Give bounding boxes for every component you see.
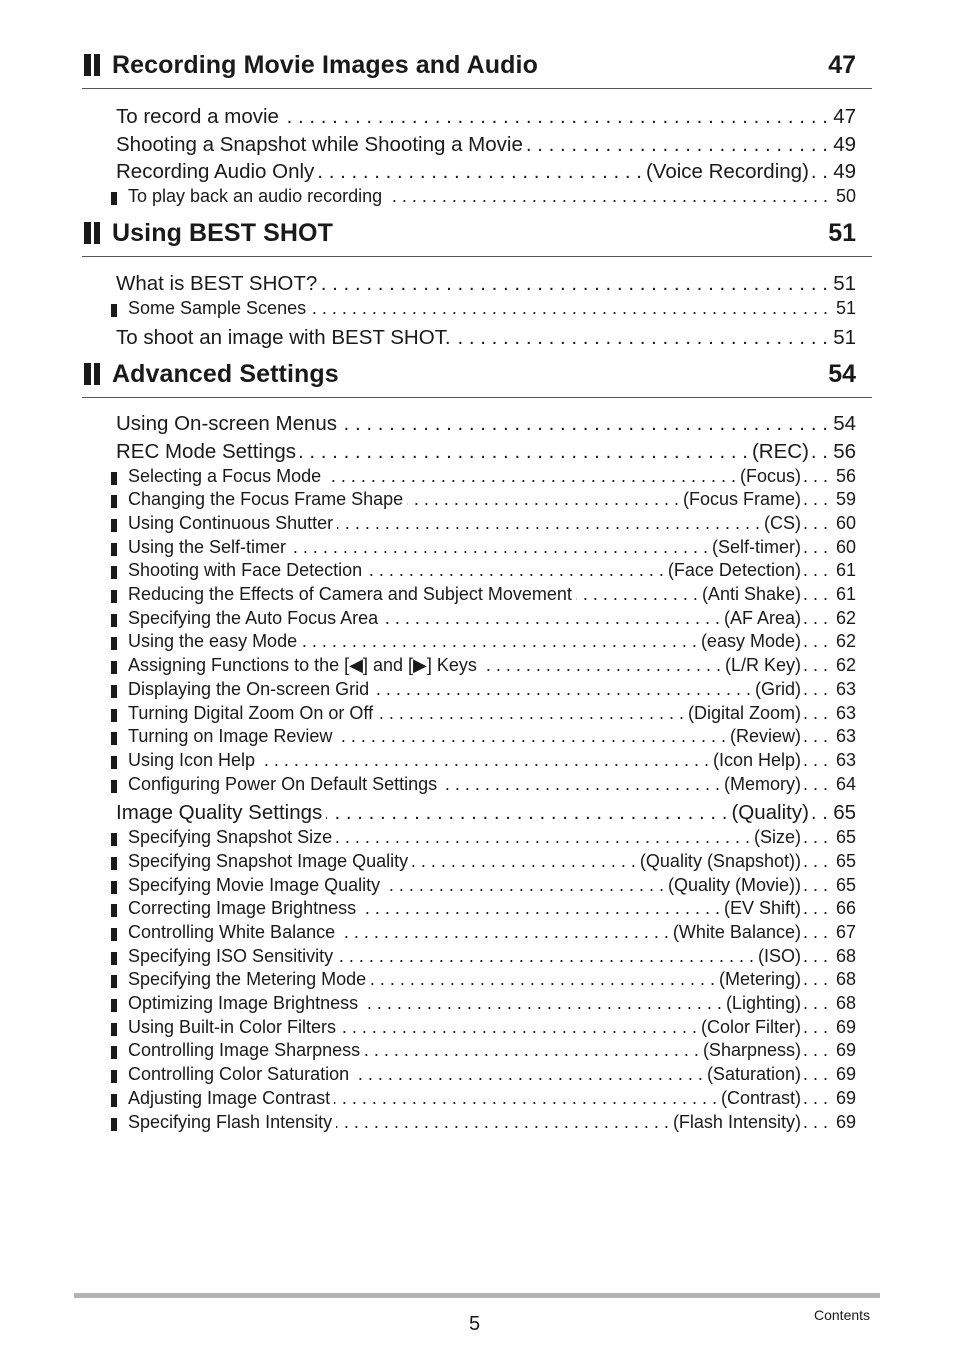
toc-subentry[interactable] [128, 922, 856, 945]
toc-subentry[interactable] [128, 1064, 856, 1087]
toc-subentry[interactable] [128, 466, 856, 489]
dot-leader-end: . . . [802, 945, 828, 966]
bullet-icon [111, 1070, 117, 1083]
entry-label: To shoot an image with BEST SHOT. [116, 325, 451, 349]
dot-leader-end: . . . [802, 655, 828, 676]
entry-tag: (Self-timer) [711, 536, 801, 557]
dot-leader-end: . . . [802, 850, 828, 871]
footer-contents-label: Contents [814, 1307, 871, 1323]
bullet-icon [111, 881, 117, 894]
dot-leader [377, 703, 684, 724]
entry-page-number: 69 [835, 1064, 856, 1085]
entry-tag: (Review) [729, 726, 801, 747]
footer-divider [74, 1293, 880, 1298]
dot-leader [290, 537, 708, 558]
entry-page-number: 63 [835, 749, 856, 770]
toc-subentry[interactable] [128, 726, 856, 749]
dot-leader-end: . . [810, 132, 828, 156]
bullet-icon [111, 192, 117, 205]
entry-label: Using Built-in Color Filters [128, 1016, 337, 1037]
entry-page-number: 60 [835, 512, 856, 533]
dot-leader [527, 133, 805, 157]
entry-tag: (ISO) [757, 945, 801, 966]
entry-tag: (Focus Frame) [682, 489, 801, 510]
entry-tag: (Color Filter) [700, 1016, 801, 1037]
dot-leader-end: . . . [802, 536, 828, 557]
dot-leader-end: . . . [802, 298, 828, 318]
dot-leader [259, 750, 709, 771]
dot-leader [412, 851, 636, 872]
toc-section-recording-movie [82, 51, 872, 206]
section-header [82, 51, 872, 89]
entry-page-number: 61 [835, 584, 856, 604]
dot-leader [366, 560, 664, 581]
entry-page-number: 64 [835, 773, 856, 794]
toc-subentry[interactable] [128, 298, 856, 321]
toc-entry[interactable] [116, 105, 856, 131]
entry-label: Specifying Flash Intensity [128, 1111, 333, 1132]
dot-leader-end: . . . [802, 969, 828, 990]
entry-page-number: 65 [835, 874, 856, 895]
entry-page-number: 62 [835, 631, 856, 652]
dot-leader-end: . . . [802, 1016, 828, 1037]
entry-label: Recording Audio Only [116, 160, 315, 183]
dot-leader-end: . . [810, 105, 828, 128]
toc-subentry[interactable] [128, 827, 856, 850]
section-page-number[interactable]: 54 [828, 360, 856, 388]
toc-subentry[interactable] [128, 1112, 856, 1135]
bullet-icon [111, 975, 117, 988]
entry-tag: (Quality) [731, 801, 809, 825]
entry-label: Some Sample Scenes [128, 298, 307, 318]
entry-tag: (Voice Recording) [645, 160, 809, 183]
entry-page-number: 65 [835, 827, 856, 848]
entry-label: Changing the Focus Frame Shape [128, 489, 404, 510]
entry-page-number: 51 [833, 325, 856, 349]
bullet-icon [111, 833, 117, 846]
entry-label: Controlling Color Saturation [128, 1064, 350, 1085]
dot-leader [455, 326, 805, 350]
entry-page-number: 62 [835, 607, 856, 628]
entry-label: Assigning Functions to the [◀] and [▶] Keys [128, 655, 477, 676]
dot-leader [339, 922, 669, 943]
entry-label: Controlling Image Sharpness [128, 1040, 361, 1061]
dot-leader-end: . . . [802, 465, 828, 486]
entry-label: Using the Self-timer [128, 536, 287, 557]
entry-label: Using On-screen Menus [116, 412, 338, 435]
dot-leader [334, 1088, 717, 1109]
entry-tag: (Saturation) [706, 1064, 801, 1085]
dot-leader-end: . . . [802, 512, 828, 533]
dot-leader [337, 946, 754, 967]
dot-leader-end: . . . [802, 1111, 828, 1132]
bullet-icon [111, 566, 117, 579]
entry-label: Turning Digital Zoom On or Off [128, 702, 374, 723]
bullet-icon [111, 904, 117, 917]
dot-leader [300, 440, 748, 464]
toc-subentry[interactable] [128, 875, 856, 898]
bullet-icon [111, 857, 117, 870]
entry-page-number: 60 [835, 536, 856, 557]
dot-leader [340, 1017, 697, 1038]
entry-label: Specifying Snapshot Size [128, 827, 333, 848]
entry-tag: (Sharpness) [702, 1040, 801, 1061]
dot-leader-end: . . . [802, 726, 828, 747]
bullet-icon [111, 519, 117, 532]
bullet-icon [111, 661, 117, 674]
entry-tag: (Face Detection) [667, 560, 801, 581]
dot-leader-end: . . . [802, 1087, 828, 1108]
dot-leader [318, 160, 642, 184]
entry-label: Specifying Movie Image Quality [128, 874, 381, 895]
entry-label: Specifying Snapshot Image Quality [128, 850, 409, 871]
dot-leader [576, 584, 698, 605]
dot-leader [384, 875, 664, 896]
toc-subentry[interactable] [128, 898, 856, 921]
entry-label: Controlling White Balance [128, 921, 336, 942]
dot-leader-end: . . [810, 160, 828, 183]
entry-tag: (White Balance) [672, 921, 801, 942]
toc-subentry[interactable] [128, 946, 856, 969]
entry-tag: (Grid) [754, 678, 801, 699]
dot-leader [373, 679, 751, 700]
bullet-icon [111, 1023, 117, 1036]
entry-label: Specifying the Auto Focus Area [128, 607, 379, 628]
dot-leader-end: . . . [802, 702, 828, 723]
dot-leader [301, 631, 697, 652]
entry-page-number: 63 [835, 726, 856, 747]
toc-subentry[interactable] [128, 186, 856, 209]
bullet-icon [111, 756, 117, 769]
dot-leader-end: . . [810, 439, 828, 463]
entry-page-number: 68 [835, 993, 856, 1013]
entry-label: Using Continuous Shutter [128, 512, 334, 533]
section-header [82, 360, 872, 398]
toc-subentry[interactable] [128, 513, 856, 536]
dot-leader [441, 774, 720, 795]
toc-subentry[interactable] [128, 655, 856, 678]
toc-subentry[interactable] [128, 750, 856, 773]
entry-label: Optimizing Image Brightness [128, 993, 359, 1013]
dot-leader [362, 993, 722, 1014]
dot-leader-end: . . . [802, 631, 828, 652]
entry-page-number: 67 [835, 921, 856, 942]
entry-label: Shooting a Snapshot while Shooting a Movie [116, 132, 523, 156]
entry-label: Turning on Image Review [128, 726, 333, 747]
entry-label: REC Mode Settings [116, 439, 297, 463]
entry-page-number: 49 [833, 160, 856, 183]
entry-label: Specifying ISO Sensitivity [128, 945, 334, 966]
entry-label: Displaying the On-screen Grid [128, 678, 370, 699]
bullet-icon [111, 1046, 117, 1059]
dot-leader [325, 466, 736, 487]
entry-page-number: 61 [835, 560, 856, 581]
entry-page-number: 47 [833, 105, 856, 128]
bullet-icon [111, 732, 117, 745]
entry-tag: (Focus) [739, 465, 801, 486]
dot-leader-end: . . [810, 272, 828, 295]
entry-page-number: 50 [835, 186, 856, 206]
bullet-icon [111, 952, 117, 965]
entry-label: Image Quality Settings [116, 801, 323, 825]
entry-page-number: 69 [835, 1111, 856, 1132]
entry-tag: (CS) [763, 512, 801, 533]
toc-section-advanced-settings [82, 360, 872, 1132]
entry-tag: (EV Shift) [723, 898, 801, 919]
toc-entry[interactable] [116, 133, 856, 159]
entry-page-number: 69 [835, 1016, 856, 1037]
entry-page-number: 56 [833, 439, 856, 463]
toc-entry[interactable] [116, 412, 856, 438]
entry-page-number: 56 [835, 465, 856, 486]
toc-subentry[interactable] [128, 774, 856, 797]
entry-label: Shooting with Face Detection [128, 560, 363, 581]
dot-leader-end: . . . [802, 1064, 828, 1085]
section-title[interactable]: Using BEST SHOT [112, 219, 333, 247]
entry-page-number: 66 [835, 898, 856, 919]
dot-leader [337, 513, 760, 534]
bullet-icon [111, 685, 117, 698]
dot-leader [310, 298, 797, 319]
toc-entry[interactable] [116, 440, 856, 466]
dot-leader [336, 1112, 669, 1133]
entry-page-number: 63 [835, 702, 856, 723]
entry-label: Correcting Image Brightness [128, 898, 357, 919]
entry-tag: (REC) [751, 439, 809, 463]
toc-subentry[interactable] [128, 679, 856, 702]
dot-leader [283, 105, 805, 129]
entry-page-number: 62 [835, 655, 856, 676]
dot-leader-end: . . [810, 325, 828, 349]
entry-page-number: 51 [835, 298, 856, 318]
entry-page-number: 69 [835, 1087, 856, 1108]
toc-section-best-shot [82, 219, 872, 349]
entry-label: Configuring Power On Default Settings [128, 773, 438, 794]
entry-tag: (AF Area) [723, 607, 801, 628]
dot-leader [481, 655, 721, 676]
entry-page-number: 68 [835, 969, 856, 990]
toc-subentry[interactable] [128, 703, 856, 726]
entry-page-number: 59 [835, 489, 856, 510]
entry-label: Selecting a Focus Mode [128, 465, 322, 486]
toc-entry[interactable] [116, 326, 856, 352]
dot-leader-end: . . [810, 801, 828, 825]
dot-leader [360, 898, 720, 919]
entry-tag: (Digital Zoom) [687, 702, 801, 723]
bullet-icon [111, 780, 117, 793]
dot-leader-end: . . . [802, 921, 828, 942]
bullet-icon [111, 1118, 117, 1131]
entry-label: What is BEST SHOT? [116, 272, 318, 295]
dot-leader-end: . . . [802, 584, 828, 604]
toc-subentry[interactable] [128, 608, 856, 631]
dot-leader [386, 186, 797, 207]
bullet-icon [111, 590, 117, 603]
section-page-number[interactable]: 51 [828, 219, 856, 247]
dot-leader-end: . . . [802, 678, 828, 699]
toc-subentry[interactable] [128, 1088, 856, 1111]
entry-label: To play back an audio recording [128, 186, 383, 206]
toc-subentry[interactable] [128, 631, 856, 654]
dot-leader [407, 489, 679, 510]
bullet-icon [111, 543, 117, 556]
bullet-icon [111, 304, 117, 317]
toc-subentry[interactable] [128, 489, 856, 512]
entry-tag: (Memory) [723, 773, 801, 794]
entry-tag: (Metering) [718, 969, 801, 990]
dot-leader-end: . . [810, 412, 828, 435]
dot-leader-end: . . . [802, 773, 828, 794]
dot-leader-end: . . . [802, 993, 828, 1013]
toc-subentry[interactable] [128, 584, 856, 607]
toc-subentry[interactable] [128, 537, 856, 560]
entry-tag: (Lighting) [725, 993, 801, 1013]
bullet-icon [111, 999, 117, 1012]
bullet-icon [111, 495, 117, 508]
dot-leader-end: . . . [802, 749, 828, 770]
entry-label: Using the easy Mode [128, 631, 298, 652]
entry-tag: (Icon Help) [712, 749, 801, 770]
toc-subentry[interactable] [128, 851, 856, 874]
dot-leader-end: . . . [802, 607, 828, 628]
bullet-icon [111, 637, 117, 650]
bullet-icon [111, 1094, 117, 1107]
dot-leader-end: . . . [802, 489, 828, 510]
dot-leader-end: . . . [802, 1040, 828, 1061]
dot-leader-end: . . . [802, 560, 828, 581]
entry-tag: (Contrast) [720, 1087, 801, 1108]
section-marker-icon [84, 54, 102, 76]
dot-leader-end: . . . [802, 827, 828, 848]
toc-entry[interactable] [116, 272, 856, 298]
entry-tag: (Quality (Snapshot)) [639, 850, 801, 871]
entry-tag: (easy Mode) [700, 631, 801, 652]
section-title[interactable]: Advanced Settings [112, 360, 339, 388]
dot-leader [370, 969, 715, 990]
entry-label: Specifying the Metering Mode [128, 969, 367, 990]
entry-tag: (L/R Key) [724, 655, 801, 676]
entry-page-number: 68 [835, 945, 856, 966]
toc-subentry[interactable] [128, 1040, 856, 1063]
dot-leader-end: . . . [802, 874, 828, 895]
toc-subentry[interactable] [128, 560, 856, 583]
dot-leader [341, 412, 805, 436]
dot-leader [353, 1064, 703, 1085]
section-page-number[interactable]: 47 [828, 51, 856, 79]
entry-page-number: 54 [833, 412, 856, 435]
dot-leader-end: . . . [802, 186, 828, 206]
entry-label: Using Icon Help [128, 749, 256, 770]
entry-label: Adjusting Image Contrast [128, 1087, 331, 1108]
toc-entry[interactable] [116, 801, 856, 827]
section-marker-icon [84, 363, 102, 385]
section-marker-icon [84, 222, 102, 244]
dot-leader [382, 608, 720, 629]
dot-leader [321, 272, 805, 296]
toc-subentry[interactable] [128, 1017, 856, 1040]
toc-entry[interactable] [116, 160, 856, 186]
toc-subentry[interactable] [128, 993, 856, 1016]
entry-label: Reducing the Effects of Camera and Subject Movement [128, 584, 572, 604]
bullet-icon [111, 472, 117, 485]
entry-page-number: 65 [835, 850, 856, 871]
dot-leader-end: . . . [802, 898, 828, 919]
entry-page-number: 49 [833, 132, 856, 156]
dot-leader [364, 1040, 699, 1061]
bullet-icon [111, 614, 117, 627]
entry-tag: (Quality (Movie)) [667, 874, 801, 895]
section-title[interactable]: Recording Movie Images and Audio [112, 51, 538, 79]
entry-page-number: 69 [835, 1040, 856, 1061]
dot-leader [336, 726, 726, 747]
dot-leader [326, 801, 727, 825]
bullet-icon [111, 928, 117, 941]
toc-subentry[interactable] [128, 969, 856, 992]
footer-page-number: 5 [469, 1313, 481, 1335]
entry-tag: (Size) [753, 827, 801, 848]
entry-page-number: 65 [833, 801, 856, 825]
entry-tag: (Flash Intensity) [672, 1111, 801, 1132]
bullet-icon [111, 709, 117, 722]
entry-page-number: 51 [833, 272, 856, 295]
dot-leader [336, 827, 750, 848]
entry-tag: (Anti Shake) [701, 584, 801, 604]
entry-page-number: 63 [835, 678, 856, 699]
section-header [82, 219, 872, 257]
entry-label: To record a movie [116, 105, 279, 128]
